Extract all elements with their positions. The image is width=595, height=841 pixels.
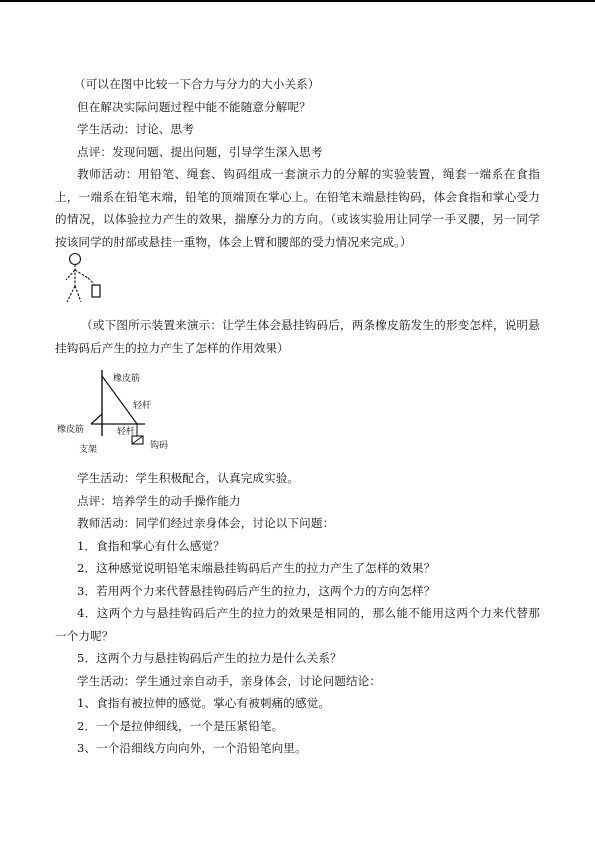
label-rubber-band-top: 橡皮筋 (113, 374, 141, 384)
paragraph-compare-note: （可以在图中比较一下合力与分力的大小关系） (74, 77, 320, 91)
paragraph-teacher-activity-1: 教师活动：用铅笔、绳套、钩码组成一套演示力的分解的实验装置，绳套一端系在食指上，一端系在铅笔末端，铅笔的顶端顶在掌心上。在铅笔末端悬挂钩码，体会食指和掌心受力的情况，以体验拉力产生的效果，揣摩分力的方向。（或该实验用让同学一手叉腰，另一同学按该同学的肘部或悬挂一重物，体会上臂和腰部的受力情况来完成。） (55, 167, 540, 249)
paragraph-student-activity-2: 学生活动：学生积极配合，认真完成实验。 (77, 471, 300, 485)
answer-1: 1、食指有被拉伸的感觉。掌心有被刺痛的感觉。 (77, 696, 331, 710)
question-2: 2．这种感觉说明铅笔末端悬挂钩码后产生的拉力产生了怎样的效果？ (77, 561, 436, 575)
question-4: 4．这两个力与悬挂钩码后产生的拉力的效果是相同的，那么能不能用这两个力来代替那一个力呢？ (55, 606, 540, 643)
paragraph-student-activity-1: 学生活动：讨论、思考 (77, 122, 194, 136)
label-weight: 钩码 (150, 441, 169, 451)
label-stand: 支架 (79, 445, 98, 455)
paragraph-student-activity-3: 学生活动：学生通过亲自动手，亲身体会，讨论问题结论： (77, 674, 382, 688)
question-5: 5．这两个力与悬挂钩码后产生的拉力是什么关系？ (77, 651, 342, 665)
question-1: 1．食指和掌心有什么感觉？ (77, 539, 225, 553)
label-rubber-band-left: 橡皮筋 (57, 425, 85, 435)
paragraph-comment-1: 点评：发现问题、提出问题，引导学生深入思考 (77, 145, 323, 159)
paragraph-question: 但在解决实际问题过程中能不能随意分解呢？ (77, 100, 311, 114)
label-light-rod-bottom: 轻杆 (117, 427, 136, 437)
page-top-rule (0, 0, 595, 2)
stick-figure-diagram (58, 252, 108, 308)
paragraph-alt-demo: （或下图所示装置来演示：让学生体会悬挂钩码后，两条橡皮筋发生的形变怎样，说明悬挂钩码后产生的拉力产生了怎样的作用效果） (55, 318, 540, 355)
paragraph-teacher-activity-2: 教师活动：同学们经过亲身体会，讨论以下问题： (77, 516, 335, 530)
answer-2: 2．一个是拉伸细线，一个是压紧铅笔。 (77, 719, 284, 733)
question-3: 3．若用两个力来代替悬挂钩码后产生的拉力，这两个力的方向怎样？ (77, 584, 436, 598)
paragraph-comment-2: 点评：培养学生的动手操作能力 (77, 494, 241, 508)
rubber-band-apparatus-diagram (55, 366, 185, 458)
label-light-rod-top: 轻杆 (133, 401, 152, 411)
answer-3: 3、一个沿细线方向向外，一个沿铅笔向里。 (77, 741, 307, 755)
